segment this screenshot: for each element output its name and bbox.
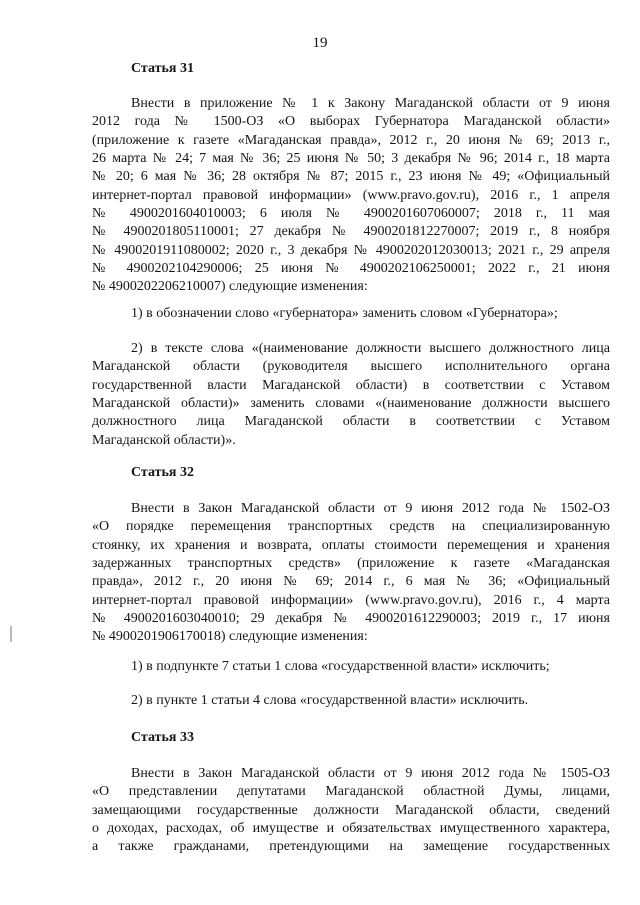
text-line: 2012 года № 1500-ОЗ «О выборах Губернатора Магаданской области» (92, 114, 610, 130)
text-line: (приложение к газете «Магаданская правда», 2012 г., 20 июня № 69; 2013 г., (92, 132, 610, 148)
text-line: № 4900201603040010; 29 декабря № 4900201612290003; 2019 г., 17 июня (92, 611, 610, 627)
text-line: Внести в Закон Магаданской области от 9 июня 2012 года № 1502-ОЗ (131, 501, 610, 516)
article-32-intro (92, 500, 610, 647)
text-line: Внести в Закон Магаданской области от 9 июня 2012 года № 1505-ОЗ (131, 766, 610, 781)
text-line: 2) в тексте слова «(наименование должности высшего должностного лица (131, 341, 610, 356)
text-line: Магаданской области)» заменить словами «(наименование должности высшего (92, 396, 610, 412)
text-line: замещающими государственные должности Магаданской области, сведений (92, 802, 610, 818)
text-line: № 4900201911080002; 2020 г., 3 декабря № 4900202012030013; 2021 г., 29 апреля (92, 242, 610, 258)
text-line: № 4900202104290006; 25 июня № 4900202106250001; 2022 г., 21 июня (92, 261, 610, 277)
article-31-heading: Статья 31 (131, 61, 194, 76)
text-line: интернет-портал правовой информации» (www.pravo.gov.ru), 2016 г., 4 марта (92, 592, 610, 608)
text-line: а также гражданами, претендующими на замещение государственных (92, 839, 610, 855)
text-line: Магаданской области (руководителя высшего исполнительного органа (92, 359, 610, 375)
text-line: задержанных транспортных средств» (приложение к газете «Магаданская (92, 556, 610, 572)
text-line: Внести в приложение № 1 к Закону Магаданской области от 9 июня (131, 96, 610, 111)
text-line: «О представлении депутатами Магаданской областной Думы, лицами, (92, 784, 610, 800)
text-line: интернет-портал правовой информации» (www.pravo.gov.ru), 2016 г., 1 апреля (92, 187, 610, 203)
article-32-heading: Статья 32 (131, 465, 194, 480)
text-line: № 4900201906170018) следующие изменения: (92, 629, 368, 645)
text-line: должностного лица Магаданской области в соответствии с Уставом (92, 414, 610, 430)
article-31-intro (92, 95, 610, 297)
text-line: «О порядке перемещения транспортных средств на специализированную (92, 519, 610, 535)
text-line: стоянку, их хранения и возврата, оплаты стоимости перемещения и хранения (92, 537, 610, 553)
text-line: № 4900201805110001; 27 декабря № 4900201812270007; 2019 г., 8 ноября (92, 224, 610, 240)
text-line: № 4900202206210007) следующие изменения: (92, 279, 368, 295)
text-line: Магаданской области)». (92, 432, 236, 448)
margin-mark (10, 626, 12, 642)
text-line: № 20; 6 мая № 36; 28 октября № 87; 2015 г., 23 июня № 49; «Официальный (92, 169, 610, 185)
article-33-heading: Статья 33 (131, 730, 194, 745)
text-line: № 4900201604010003; 6 июля № 4900201607060007; 2018 г., 11 мая (92, 206, 610, 222)
article-31-item-1: 1) в обозначении слово «губернатора» заменить словом «Губернатора»; (131, 306, 558, 321)
page-number: 19 (312, 35, 328, 51)
article-32-item-2: 2) в пункте 1 статьи 4 слова «государственной власти» исключить. (131, 693, 529, 708)
article-32-item-1: 1) в подпункте 7 статьи 1 слова «государственной власти» исключить; (131, 659, 550, 674)
article-31-item-2 (92, 340, 610, 450)
text-line: государственной власти Магаданской области) в соответствии с Уставом (92, 377, 610, 393)
article-33-intro (92, 765, 610, 857)
text-line: о доходах, расходах, об имуществе и обязательствах имущественного характера, (92, 821, 610, 837)
text-line: 26 марта № 24; 7 мая № 36; 25 июня № 50; 3 декабря № 96; 2014 г., 18 марта (92, 151, 610, 167)
text-line: правда», 2012 г., 20 июня № 69; 2014 г., 6 мая № 36; «Официальный (92, 574, 610, 590)
